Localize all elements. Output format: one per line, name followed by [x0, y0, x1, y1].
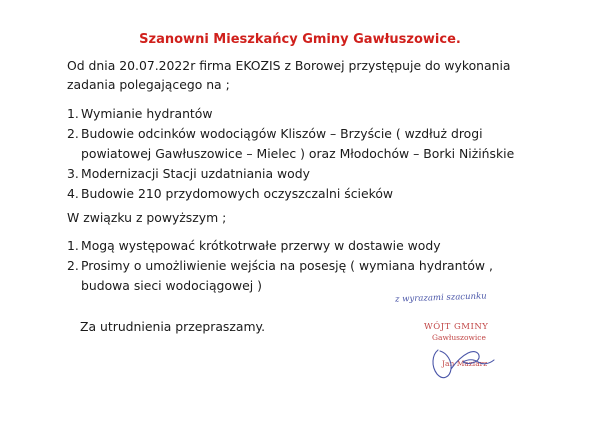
handwritten-regards: z wyrazami szacunku [394, 291, 487, 305]
intro-line-1: Od dnia 20.07.2022r firma EKOZIS z Borowej przystępuje do wykonania [67, 58, 511, 73]
list-item [67, 164, 514, 184]
list-item-text-continued: powiatowej Gawłuszowice – Mielec ) oraz Młodochów – Borki Niżińskie [81, 146, 515, 161]
list-item-number: 1. [67, 106, 79, 121]
intro-paragraph [67, 56, 587, 94]
apology-text: Za utrudnienia przepraszamy. [80, 319, 266, 334]
list-item-number: 4. [67, 186, 79, 201]
list-item [67, 104, 514, 124]
intro-line-2: zadania polegającego na ; [67, 77, 230, 92]
stamp-title: WÓJT GMINY [424, 322, 489, 332]
list-item-number: 2. [67, 258, 79, 273]
list-item [67, 124, 514, 164]
stamp-name: Jan Maziarz [442, 359, 488, 368]
tasks-list [67, 104, 514, 204]
list-item-text: Prosimy o umożliwienie wejścia na posesję ( wymiana hydrantów , [81, 258, 493, 273]
list-item-number: 1. [67, 238, 79, 253]
list-item-text: Wymianie hydrantów [81, 106, 213, 121]
list-item-number: 3. [67, 166, 79, 181]
list-item [67, 256, 493, 296]
stamp-municipality: Gawłuszowice [432, 333, 486, 342]
list-item-number: 2. [67, 126, 79, 141]
consequences-list [67, 236, 493, 296]
list-item-text-continued: budowa sieci wodociągowej ) [81, 278, 262, 293]
handwritten-signature [410, 322, 510, 382]
list-item [67, 184, 514, 204]
connector-sentence: W związku z powyższym ; [67, 210, 227, 225]
list-item [67, 236, 493, 256]
list-item-text: Budowie 210 przydomowych oczyszczalni ścieków [81, 186, 394, 201]
list-item-text: Modernizacji Stacji uzdatniania wody [81, 166, 310, 181]
list-item-text: Mogą występować krótkotrwałe przerwy w dostawie wody [81, 238, 441, 253]
notice-title: Szanowni Mieszkańcy Gminy Gawłuszowice. [139, 32, 461, 47]
list-item-text: Budowie odcinków wodociągów Kliszów – Brzyście ( wzdłuż drogi [81, 126, 483, 141]
